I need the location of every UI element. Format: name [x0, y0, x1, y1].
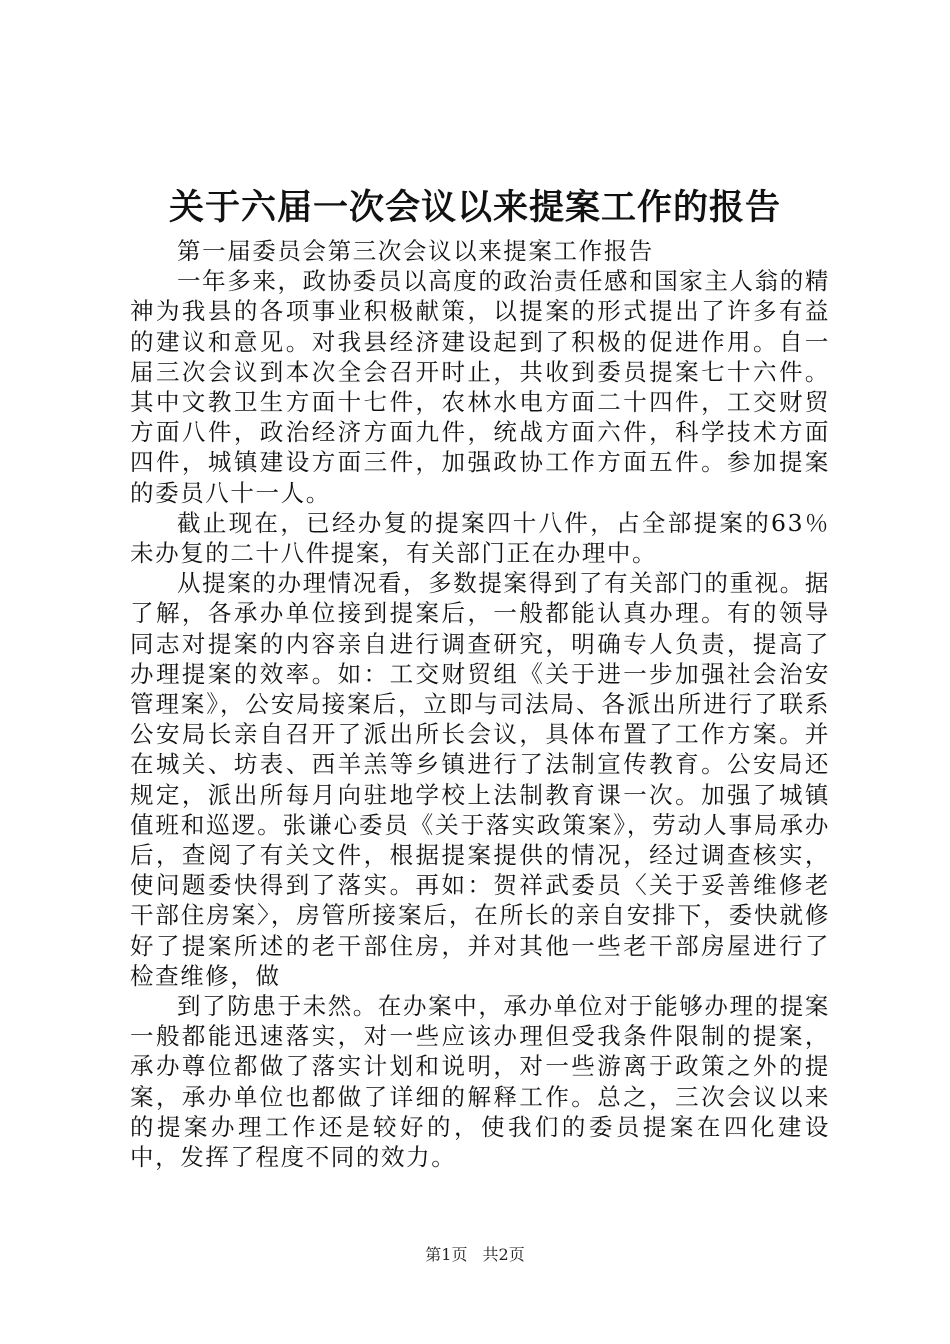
paragraph: 从提案的办理情况看，多数提案得到了有关部门的重视。据了解，各承办单位接到提案后，一般都能认真办理。有的领导同志对提案的内容亲自进行调查研究，明确专人负责，提高了办理提案的效率。如：工交财贸组《关于进一步加强社会治安管理案》，公安局接案后，立即与司法局、各派出所进行了联系公安局长亲自召开了派出所长会议，具体布置了工作方案。并在城关、坊表、西羊羔等乡镇进行了法制宣传教育。公安局还规定，派出所每月向驻地学校上法制教育课一次。加强了城镇值班和巡逻。张谦心委员《关于落实政策案》，劳动人事局承办后，查阅了有关文件，根据提案提供的情况，经过调查核实，使问题委快得到了落实。再如：贺祥武委员〈关于妥善维修老干部住房案〉，房管所接案后，在所长的亲自安排下，委快就修好了提案所述的老干部住房，并对其他一些老干部房屋进行了检查维修，做 [130, 569, 830, 990]
document-subtitle: 第一届委员会第三次会议以来提案工作报告 [177, 237, 654, 265]
page-total: 共2页 [482, 1245, 525, 1264]
page-number: 第1页 [425, 1245, 468, 1264]
paragraph: 一年多来，政协委员以高度的政治责任感和国家主人翁的精神为我县的各项事业积极献策，以提案的形式提出了许多有益的建议和意见。对我县经济建设起到了积极的促进作用。自一届三次会议到本次全会召开时止，共收到委员提案七十六件。其中文教卫生方面十七件，农林水电方面二十四件，工交财贸方面八件，政治经济方面九件，统战方面六件，科学技术方面四件，城镇建设方面三件，加强政协工作方面五件。参加提案的委员八十一人。 [130, 267, 830, 507]
document-body [130, 236, 830, 1172]
paragraph: 截止现在，已经办复的提案四十八件，占全部提案的63％未办复的二十八件提案，有关部门正在办理中。 [130, 508, 830, 568]
paragraph: 到了防患于未然。在办案中，承办单位对于能够办理的提案一般都能迅速落实，对一些应该办理但受我条件限制的提案，承办尊位都做了落实计划和说明，对一些游离于政策之外的提案，承办单位也都做了详细的解释工作。总之，三次会议以来的提案办理工作还是较好的，使我们的委员提案在四化建设中，发挥了程度不同的效力。 [130, 992, 830, 1172]
page-footer [0, 1245, 950, 1265]
document-title: 关于六届一次会议以来提案工作的报告 [168, 187, 781, 228]
